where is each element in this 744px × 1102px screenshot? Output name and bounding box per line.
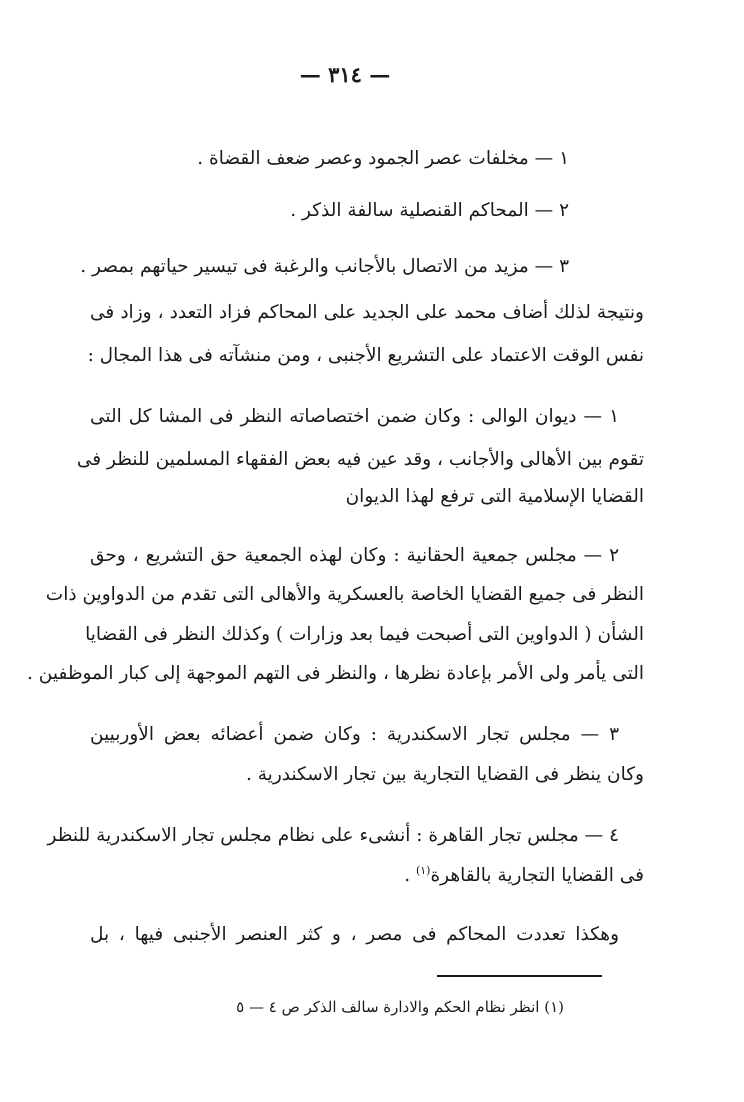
item-2-line: التى يأمر ولى الأمر بإعادة نظرها ، والنظر فى التهم الموجهة إلى كبار الموظفين . xyxy=(27,663,644,684)
item-4-line: ٤ — مجلس تجار القاهرة : أنشىء على نظام مجلس تجار الاسكندرية للنظر xyxy=(47,825,619,846)
footnote: (١) انظر نظام الحكم والادارة سالف الذكر ص ٤ — ٥ xyxy=(236,998,564,1016)
list-item-1: ١ — مخلفات عصر الجمود وعصر ضعف القضاة . xyxy=(197,148,569,169)
item-2-line: النظر فى جميع القضايا الخاصة بالعسكرية والأهالى التى تقدم من الدواوين ذات xyxy=(45,584,644,605)
paragraph-line: نفس الوقت الاعتماد على التشريع الأجنبى ، ومن منشآته فى هذا المجال : xyxy=(87,345,644,366)
item-4-end: . xyxy=(404,865,416,887)
footnote-reference: (١) xyxy=(415,864,431,877)
footnote-divider xyxy=(437,975,602,977)
item-3-line: وكان ينظر فى القضايا التجارية بين تجار الاسكندرية . xyxy=(246,764,644,785)
item-2-line: ٢ — مجلس جمعية الحقانية : وكان لهذه الجمعية حق التشريع ، وحق xyxy=(90,545,619,566)
item-1-line: القضايا الإسلامية التى ترفع لهذا الديوان xyxy=(345,486,644,507)
paragraph-line: ونتيجة لذلك أضاف محمد على الجديد على المحاكم فزاد التعدد ، وزاد فى xyxy=(90,302,644,323)
item-3-line: ٣ — مجلس تجار الاسكندرية : وكان ضمن أعضائه بعض الأوربيين xyxy=(90,724,619,745)
item-1-line: ١ — ديوان الوالى : وكان ضمن اختصاصاته النظر فى المشا كل التى xyxy=(90,406,619,427)
list-item-3: ٣ — مزيد من الاتصال بالأجانب والرغبة فى تيسير حياتهم بمصر . xyxy=(80,256,569,277)
item-2-line: الشأن ( الدواوين التى أصبحت فيما بعد وزارات ) وكذلك النظر فى القضايا xyxy=(85,624,644,645)
item-1-line: تقوم بين الأهالى والأجانب ، وقد عين فيه بعض الفقهاء المسلمين للنظر فى xyxy=(76,449,644,470)
list-item-2: ٢ — المحاكم القنصلية سالفة الذكر . xyxy=(290,200,569,221)
paragraph-line: وهكذا تعددت المحاكم فى مصر ، و كثر العنصر الأجنبى فيها ، بل xyxy=(90,924,619,945)
page-number: — ٣١٤ — xyxy=(299,62,391,87)
item-4-text: فى القضايا التجارية بالقاهرة xyxy=(430,865,644,887)
item-4-line xyxy=(404,864,644,886)
